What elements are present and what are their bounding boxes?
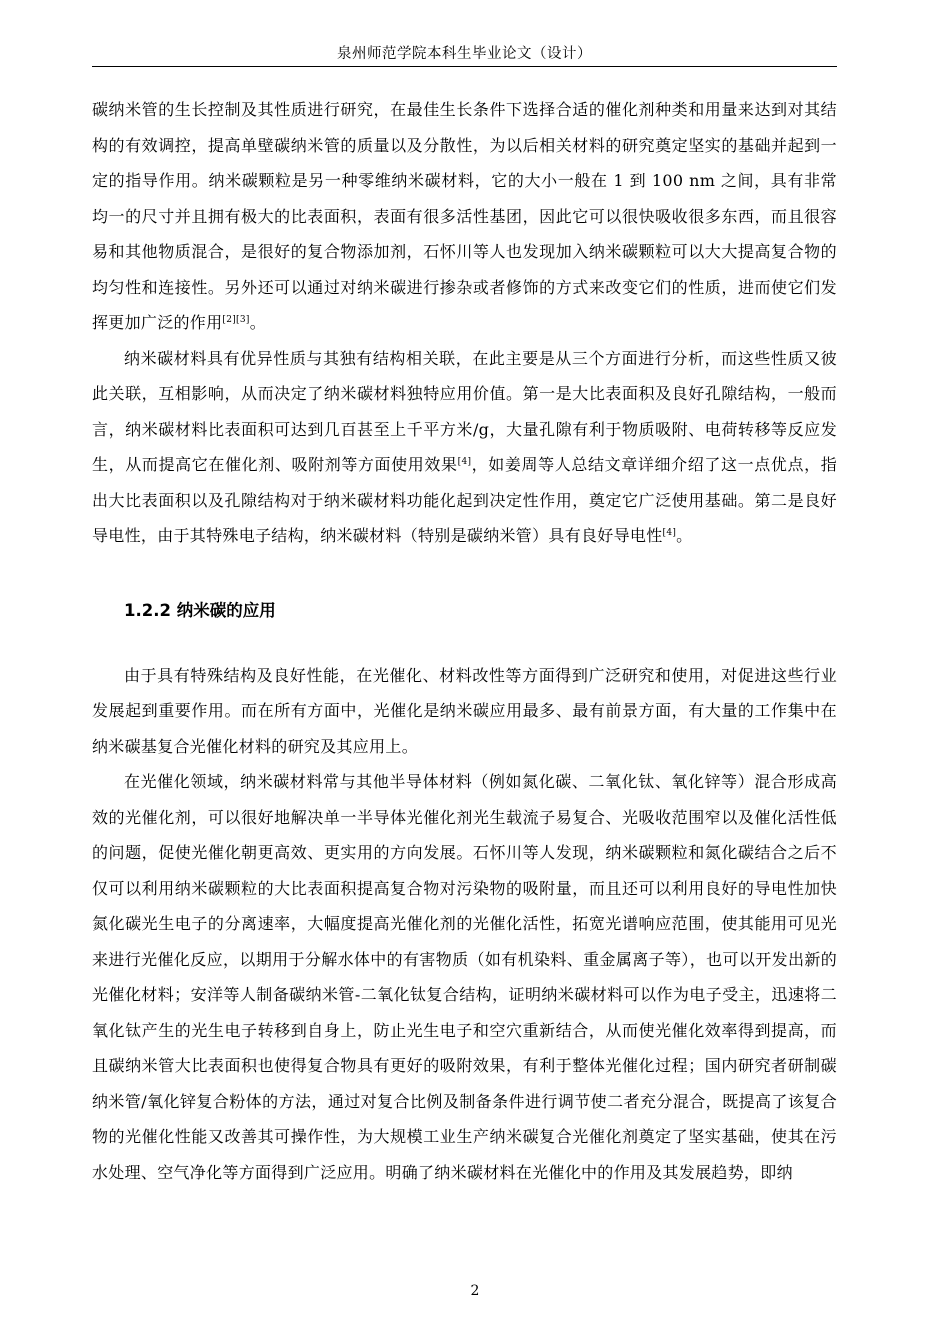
section-heading-1-2-2: 1.2.2 纳米碳的应用 — [124, 600, 276, 620]
paragraph-1-tail: 。 — [249, 313, 267, 332]
paragraph-1 — [92, 92, 837, 341]
paragraph-2-text-b: ，如姜周等人总结文章详细介绍了这一点优点，指出大比表面积以及孔隙结构对于纳米碳材料功能化起到决定性作用，奠定它广泛使用基础。第二是良好导电性，由于其特殊电子结构，纳米碳材料（特别是碳纳米管）具有良好导电性 — [92, 455, 837, 545]
paragraph-2-tail: 。 — [676, 526, 693, 545]
citation-4b: [4] — [662, 528, 677, 538]
citation-2-3: [2][3] — [222, 315, 250, 325]
paragraph-2 — [92, 341, 837, 554]
paragraph-2-text-a: 纳米碳材料具有优异性质与其独有结构相关联，在此主要是从三个方面进行分析，而这些性质又彼此关联，互相影响，从而决定了纳米碳材料独特应用价值。第一是大比表面积及良好孔隙结构，一般而言，纳米碳材料比表面积可达到几百甚至上千平方米/g，大量孔隙有利于物质吸附、电荷转移等反应发生，从而提高它在催化剂、吸附剂等方面使用效果 — [92, 348, 837, 474]
paragraph-3: 由于具有特殊结构及良好性能，在光催化、材料改性等方面得到广泛研究和使用，对促进这些行业发展起到重要作用。而在所有方面中，光催化是纳米碳应用最多、最有前景方面，有大量的工作集中在纳米碳基复合光催化材料的研究及其应用上。 — [92, 665, 837, 756]
citation-4a: [4] — [457, 457, 472, 467]
paragraph-4: 在光催化领域，纳米碳材料常与其他半导体材料（例如氮化碳、二氧化钛、氧化锌等）混合形成高效的光催化剂，可以很好地解决单一半导体光催化剂光生载流子易复合、光吸收范围窄以及催化活性低的问题，促使光催化朝更高效、更实用的方向发展。石怀川等人发现，纳米碳颗粒和氮化碳结合之后不仅可以利用纳米碳颗粒的大比表面积提高复合物对污染物的吸附量，而且还可以利用良好的导电性加快氮化碳光生电子的分离速率，大幅度提高光催化剂的光催化活性，拓宽光谱响应范围，使其能用可见光来进行光催化反应，以期用于分解水体中的有害物质（如有机染料、重金属离子等），也可以开发出新的光催化材料；安洋等人制备碳纳米管-二氧化钛复合结构，证明纳米碳材料可以作为电子受主，迅速将二氧化钛产生的光生电子转移到自身上，防止光生电子和空穴重新结合，从而使光催化效率得到提高，而且碳纳米管大比表面积也使得复合物具有更好的吸附效果，有利于整体光催化过程；国内研究者研制碳纳米管/氧化锌复合粉体的方法，通过对复合比例及制备条件进行调节使二者充分混合，既提高了该复合物的光催化性能又改善其可操作性，为大规模工业生产纳米碳复合光催化剂奠定了坚实基础，使其在污水处理、空气净化等方面得到广泛应用。明确了纳米碳材料在光催化中的作用及其发展趋势，即纳 — [92, 772, 837, 1182]
running-header: 泉州师范学院本科生毕业论文（设计） — [337, 46, 592, 62]
page-body — [92, 92, 837, 1190]
header-rule — [92, 66, 837, 67]
paragraph-1-text: 碳纳米管的生长控制及其性质进行研究，在最佳生长条件下选择合适的催化剂种类和用量来达到对其结构的有效调控，提高单壁碳纳米管的质量以及分散性，为以后相关材料的研究奠定坚实的基础并起到一定的指导作用。纳米碳颗粒是另一种零维纳米碳材料，它的大小一般在 1 到 100 nm 之间，具有非常均一的尺寸并且拥有极大的比表面积，表面有很多活性基团，因此它可以很快吸收很多东西，而且很容易和其他物质混合，是很好的复合物添加剂，石怀川等人也发现加入纳米碳颗粒可以大大提高复合物的均匀性和连接性。另外还可以通过对纳米碳进行掺杂或者修饰的方式来改变它们的性质，进而使它们发挥更加广泛的作用 — [92, 100, 837, 332]
page-number: 2 — [470, 1283, 480, 1299]
